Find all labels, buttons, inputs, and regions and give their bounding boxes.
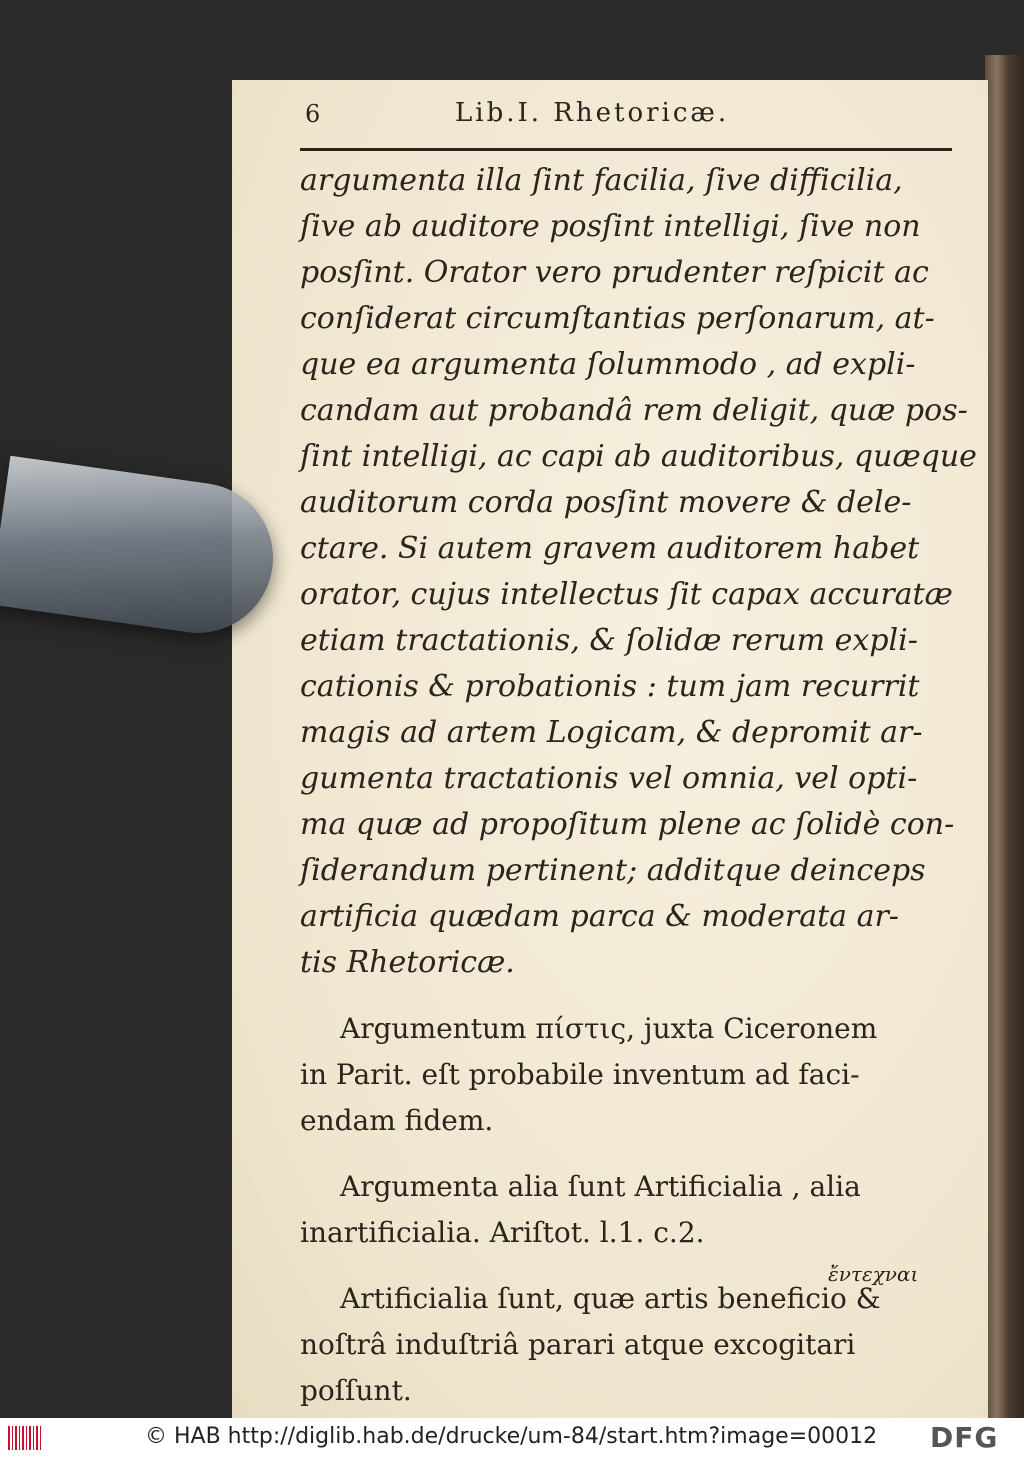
text-line: gumenta tractationis vel omnia, vel opti-: [300, 761, 918, 796]
body-text: [300, 158, 977, 1414]
text-line: posſint. Orator vero prudenter reſpicit ac: [300, 255, 929, 290]
text-line: poſſunt.: [300, 1374, 412, 1407]
page-header: [305, 98, 945, 138]
running-head: Lib.I. Rhetoricæ.: [455, 98, 730, 128]
catchword: ἔντεχναι: [828, 1262, 919, 1286]
text-line: ſint intelligi, ac capi ab auditoribus, quæque: [300, 439, 977, 474]
source-link[interactable]: © HAB http://diglib.hab.de/drucke/um-84/start.htm?image=00012: [145, 1424, 878, 1449]
header-rule: [300, 148, 952, 151]
text-line: ma quæ ad propoſitum plene ac ſolidè con-: [300, 807, 955, 842]
text-line: Argumenta alia ſunt Artificialia , alia: [340, 1170, 861, 1203]
text-line: tis Rhetoricæ.: [300, 945, 515, 980]
text-line: candam aut probandâ rem deligit, quæ pos-: [300, 393, 968, 428]
text-line: cationis & probationis : tum jam recurrit: [300, 669, 920, 704]
text-line: orator, cujus intellectus ſit capax accuratæ: [300, 577, 953, 612]
book-edge: [985, 55, 1024, 1418]
text-line: ctare. Si autem gravem auditorem habet: [300, 531, 920, 566]
page-number: 6: [305, 100, 321, 128]
text-line: noſtrâ induſtriâ parari atque excogitari: [300, 1328, 856, 1361]
paragraph-argumentum: [300, 1006, 955, 1144]
text-line: ſiderandum pertinent; additque deinceps: [300, 853, 926, 888]
text-line: argumenta illa ſint facilia, ſive difficilia,: [300, 163, 903, 198]
text-line: que ea argumenta ſolummodo , ad expli-: [300, 347, 916, 382]
text-line: in Parit. eſt probabile inventum ad faci-: [300, 1058, 860, 1091]
hab-barcode-icon: [8, 1426, 42, 1450]
text-line: etiam tractationis, & ſolidæ rerum expli-: [300, 623, 918, 658]
italic-passage: [300, 158, 977, 986]
text-line: ſive ab auditore posſint intelligi, ſive non: [300, 209, 921, 244]
text-line: endam fidem.: [300, 1104, 494, 1137]
dfg-logo: DFG: [930, 1421, 999, 1454]
text-line: magis ad artem Logicam, & depromit ar-: [300, 715, 923, 750]
paragraph-argumenta: [300, 1164, 955, 1256]
text-line: Argumentum πίστις, juxta Ciceronem: [340, 1012, 878, 1045]
text-line: inartificialia. Ariſtot. l.1. c.2.: [300, 1216, 705, 1249]
text-line: auditorum corda posſint movere & dele-: [300, 485, 912, 520]
footer-bar: [0, 1418, 1024, 1457]
paragraph-artificialia: [300, 1276, 955, 1414]
text-line: conſiderat circumſtantias perſonarum, at-: [300, 301, 935, 336]
text-line: Artificialia ſunt, quæ artis beneficio &: [340, 1282, 881, 1315]
text-line: artificia quædam parca & moderata ar-: [300, 899, 899, 934]
